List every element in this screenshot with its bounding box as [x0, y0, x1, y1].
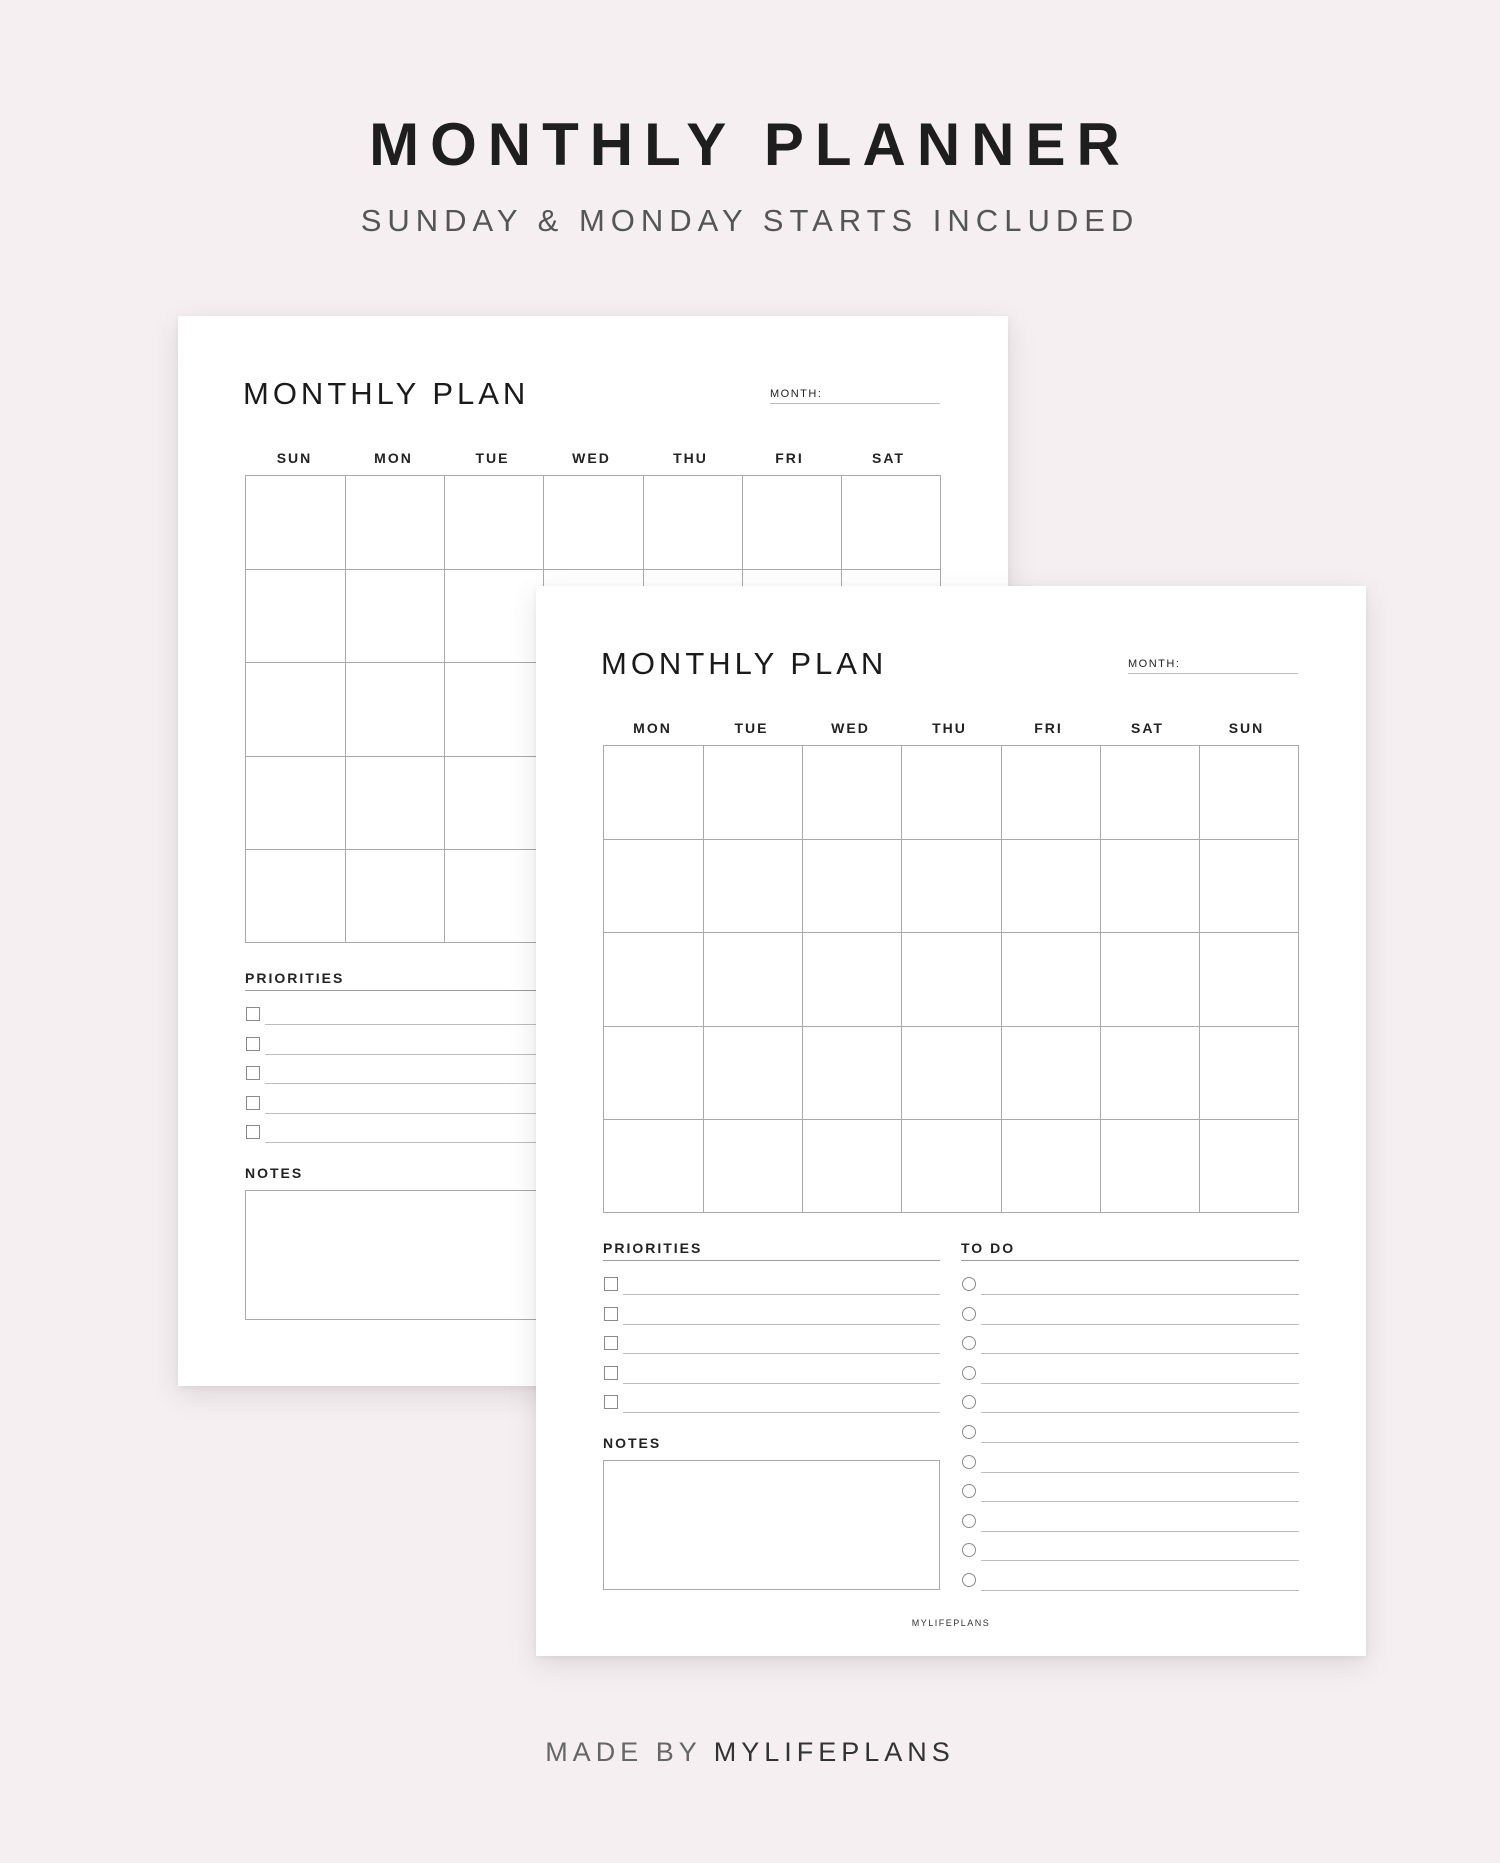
list-header-rule [603, 1260, 940, 1261]
list-item-line[interactable] [981, 1412, 1299, 1413]
list-item-line[interactable] [265, 1024, 582, 1025]
grid-column-divider [1001, 746, 1002, 1212]
weekday-label: SUN [276, 450, 313, 466]
notes-label: NOTES [245, 1165, 304, 1181]
weekday-label: THU [673, 450, 708, 466]
checkbox-icon[interactable] [246, 1096, 260, 1110]
grid-column-divider [345, 476, 346, 942]
sheet-title: MONTHLY PLAN [243, 376, 530, 411]
sheet-title: MONTHLY PLAN [601, 646, 888, 681]
grid-row-divider [604, 1026, 1298, 1027]
grid-column-divider [802, 746, 803, 1212]
list-item-line[interactable] [981, 1531, 1299, 1532]
checkbox-icon[interactable] [604, 1395, 618, 1409]
priorities-label: PRIORITIES [603, 1240, 703, 1256]
weekday-label: TUE [734, 720, 769, 736]
circle-checkbox-icon[interactable] [962, 1277, 976, 1291]
weekday-label: WED [831, 720, 870, 736]
list-header-rule [961, 1260, 1299, 1261]
checkbox-icon[interactable] [246, 1125, 260, 1139]
list-item-line[interactable] [265, 1142, 582, 1143]
circle-checkbox-icon[interactable] [962, 1366, 976, 1380]
grid-column-divider [901, 746, 902, 1212]
priorities-label: PRIORITIES [245, 970, 345, 986]
checkbox-icon[interactable] [246, 1007, 260, 1021]
grid-row-divider [604, 1119, 1298, 1120]
calendar-grid [603, 745, 1299, 1213]
checkbox-icon[interactable] [604, 1277, 618, 1291]
list-item-line[interactable] [623, 1294, 940, 1295]
footer-credit [0, 1737, 1500, 1768]
list-item-line[interactable] [265, 1083, 582, 1084]
grid-row-divider [604, 839, 1298, 840]
checkbox-icon[interactable] [246, 1066, 260, 1080]
month-field: MONTH: [1128, 658, 1298, 674]
circle-checkbox-icon[interactable] [962, 1336, 976, 1350]
grid-column-divider [703, 746, 704, 1212]
weekday-label: SUN [1228, 720, 1265, 736]
weekday-label: FRI [775, 450, 804, 466]
weekday-label: SAT [1131, 720, 1164, 736]
grid-row-divider [604, 932, 1298, 933]
month-field: MONTH: [770, 388, 940, 404]
weekday-label: MON [374, 450, 413, 466]
list-item-line[interactable] [981, 1501, 1299, 1502]
grid-row-divider [246, 569, 940, 570]
grid-column-divider [1199, 746, 1200, 1212]
weekday-header [603, 720, 1299, 740]
list-item-line[interactable] [981, 1560, 1299, 1561]
list-item-line[interactable] [981, 1590, 1299, 1591]
front-planner-sheet [536, 586, 1366, 1656]
weekday-label: TUE [475, 450, 510, 466]
circle-checkbox-icon[interactable] [962, 1425, 976, 1439]
weekday-label: MON [633, 720, 672, 736]
grid-column-divider [1100, 746, 1101, 1212]
list-item-line[interactable] [623, 1324, 940, 1325]
list-item-line[interactable] [981, 1353, 1299, 1354]
weekday-label: SAT [872, 450, 905, 466]
list-item-line[interactable] [981, 1383, 1299, 1384]
circle-checkbox-icon[interactable] [962, 1455, 976, 1469]
circle-checkbox-icon[interactable] [962, 1514, 976, 1528]
list-item-line[interactable] [623, 1412, 940, 1413]
list-header-rule [245, 990, 582, 991]
list-item-line[interactable] [623, 1353, 940, 1354]
list-item-line[interactable] [981, 1294, 1299, 1295]
grid-column-divider [444, 476, 445, 942]
circle-checkbox-icon[interactable] [962, 1395, 976, 1409]
circle-checkbox-icon[interactable] [962, 1543, 976, 1557]
checkbox-icon[interactable] [604, 1307, 618, 1321]
circle-checkbox-icon[interactable] [962, 1573, 976, 1587]
circle-checkbox-icon[interactable] [962, 1484, 976, 1498]
notes-box[interactable] [603, 1460, 940, 1590]
weekday-header [245, 450, 941, 470]
list-item-line[interactable] [265, 1054, 582, 1055]
weekday-label: FRI [1034, 720, 1063, 736]
page-subtitle: SUNDAY & MONDAY STARTS INCLUDED [360, 203, 1140, 238]
list-item-line[interactable] [981, 1472, 1299, 1473]
list-item-line[interactable] [981, 1324, 1299, 1325]
list-item-line[interactable] [623, 1383, 940, 1384]
list-item-line[interactable] [981, 1442, 1299, 1443]
footer-brand: MYLIFEPLANS [713, 1737, 955, 1767]
footer-made-by: MADE BY [545, 1737, 702, 1767]
page-title: MONTHLY PLANNER [369, 111, 1131, 178]
weekday-label: THU [932, 720, 967, 736]
checkbox-icon[interactable] [604, 1366, 618, 1380]
todo-label: TO DO [961, 1240, 1016, 1256]
notes-label: NOTES [603, 1435, 662, 1451]
circle-checkbox-icon[interactable] [962, 1307, 976, 1321]
weekday-label: WED [572, 450, 611, 466]
checkbox-icon[interactable] [604, 1336, 618, 1350]
checkbox-icon[interactable] [246, 1037, 260, 1051]
list-item-line[interactable] [265, 1113, 582, 1114]
notes-box[interactable] [245, 1190, 582, 1320]
sheet-brand-credit: MYLIFEPLANS [911, 1618, 991, 1628]
